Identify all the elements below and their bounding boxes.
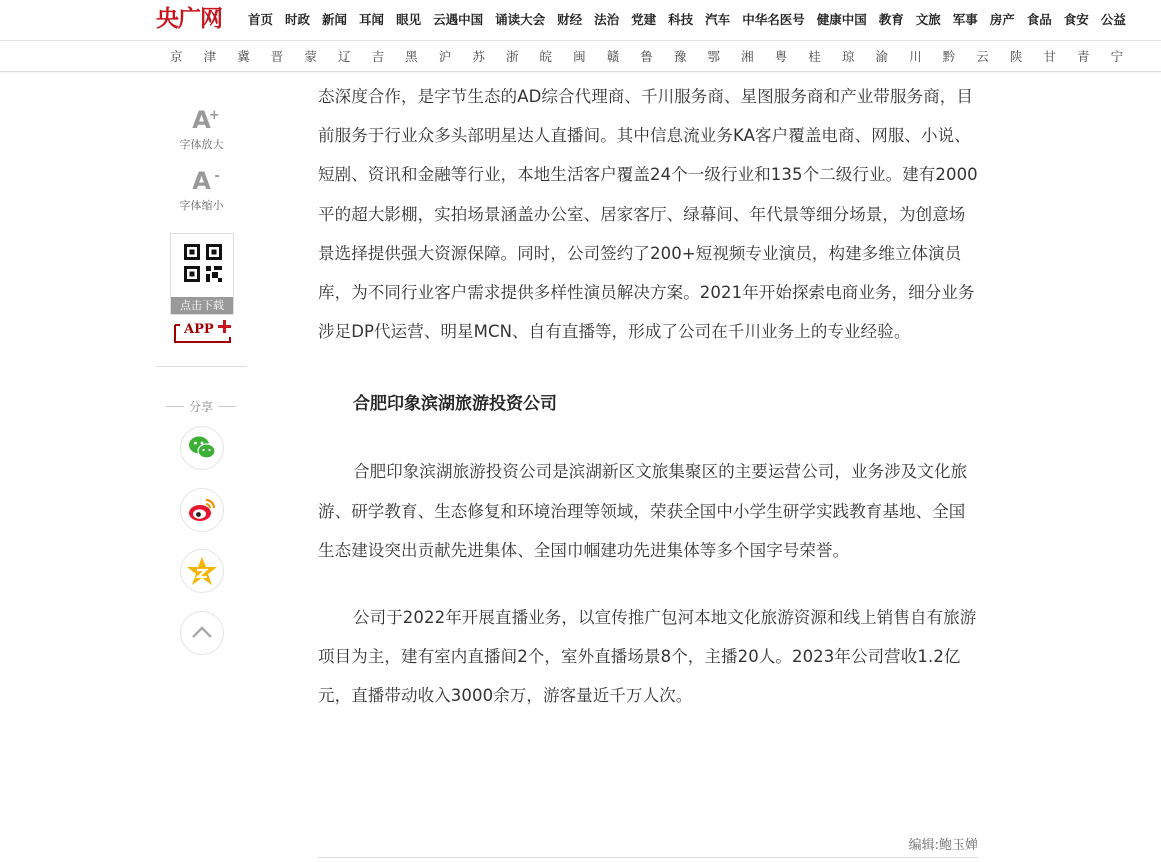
nav-link[interactable]: 时政 — [285, 12, 311, 27]
nav-link[interactable]: 食安 — [1063, 12, 1089, 27]
article-divider — [318, 857, 978, 858]
nav-link[interactable]: 健康中国 — [816, 12, 867, 27]
province-bar — [0, 41, 1161, 72]
nav-link[interactable]: 中华名医号 — [742, 12, 805, 27]
province-link[interactable]: 冀 — [237, 49, 250, 64]
qr-code-icon — [184, 244, 222, 284]
main-nav — [248, 12, 1138, 28]
province-link[interactable]: 沪 — [438, 49, 452, 64]
nav-link[interactable]: 食品 — [1026, 12, 1052, 27]
province-link[interactable]: 苏 — [472, 49, 485, 64]
province-link[interactable]: 黔 — [942, 49, 956, 64]
nav-link[interactable]: 诵读大会 — [495, 12, 546, 27]
province-link[interactable]: 甘 — [1043, 49, 1056, 64]
nav-link[interactable]: 眼见 — [396, 12, 422, 27]
back-to-top-button[interactable] — [180, 611, 224, 655]
nav-link[interactable]: 公益 — [1100, 12, 1126, 27]
app-label: APP — [184, 322, 214, 337]
province-link[interactable]: 宁 — [1110, 49, 1124, 64]
article-paragraph: 合肥印象滨湖旅游投资公司是滨湖新区文旅集聚区的主要运营公司，业务涉及文化旅游、研学教育、生态修复和环境治理等领域，荣获全国中小学生研学实践教育基地、全国生态建设突出贡献先进集体、全国巾帼建功先进集体等多个国字号荣誉。 — [318, 462, 968, 560]
province-link[interactable]: 皖 — [539, 49, 553, 64]
sidebar-divider — [156, 366, 247, 367]
nav-link[interactable]: 党建 — [631, 12, 657, 27]
province-link[interactable]: 闽 — [573, 49, 586, 64]
nav-link[interactable]: 汽车 — [705, 12, 731, 27]
nav-link[interactable]: 云遇中国 — [433, 12, 484, 27]
share-heading: 分享 — [166, 398, 236, 415]
nav-link[interactable]: 首页 — [248, 12, 274, 27]
font-increase-button[interactable] — [156, 108, 247, 152]
editor-credit: 编辑:鲍玉婵 — [908, 838, 978, 853]
province-link[interactable]: 京 — [170, 49, 183, 64]
nav-link[interactable]: 耳闻 — [359, 12, 385, 27]
top-nav-bar — [0, 0, 1161, 41]
font-decrease-label: 字体缩小 — [179, 199, 224, 212]
province-link[interactable]: 浙 — [505, 49, 519, 64]
province-link[interactable]: 鄂 — [707, 49, 721, 64]
province-link[interactable]: 粤 — [774, 49, 788, 64]
wechat-icon — [186, 432, 218, 464]
province-link[interactable]: 津 — [203, 49, 217, 64]
share-wechat-button[interactable] — [180, 426, 224, 470]
share-qzone-button[interactable] — [180, 549, 224, 593]
province-link[interactable]: 桂 — [808, 49, 821, 64]
site-logo[interactable]: 央广网 — [156, 5, 222, 32]
province-link[interactable]: 蒙 — [304, 49, 317, 64]
province-link[interactable]: 陕 — [1009, 49, 1023, 64]
qr-download-label: 点击下载 — [171, 297, 233, 314]
nav-link[interactable]: 教育 — [878, 12, 904, 27]
app-download-button[interactable] — [174, 320, 232, 344]
article-paragraph: 态深度合作，是字节生态的AD综合代理商、千川服务商、星图服务商和产业带服务商，目前服务于行业众多头部明星达人直播间。其中信息流业务KA客户覆盖电商、网服、小说、短剧、资讯和金融等行业，本地生活客户覆盖24个一级行业和135个二级行业。建有2000平的超大影棚，实拍场景涵盖办公室、居家客厅、绿幕间、年代景等细分场景，为创意场景选择提供强大资源保障。同时，公司签约了200+短视频专业演员，构建多维立体演员库，为不同行业客户需求提供多样性演员解决方案。2021年开始探索电商业务，细分业务涉足DP代运营、明星MCN、自有直播等，形成了公司在千川业务上的专业经验。 — [318, 87, 978, 342]
article-subheading: 合肥印象滨湖旅游投资公司 — [353, 394, 557, 415]
province-link[interactable]: 琼 — [841, 49, 855, 64]
qzone-icon — [186, 555, 218, 587]
province-link[interactable]: 晋 — [270, 49, 284, 64]
nav-link[interactable]: 法治 — [594, 12, 620, 27]
province-link[interactable]: 川 — [909, 49, 922, 64]
nav-link[interactable]: 房产 — [989, 12, 1015, 27]
font-increase-label: 字体放大 — [179, 138, 224, 151]
province-link[interactable]: 黑 — [405, 49, 418, 64]
province-link[interactable]: 赣 — [606, 49, 620, 64]
province-link[interactable]: 青 — [1077, 49, 1090, 64]
nav-link[interactable]: 新闻 — [322, 12, 348, 27]
weibo-icon — [186, 494, 218, 526]
province-link[interactable]: 渝 — [875, 49, 888, 64]
app-qr-code[interactable] — [170, 233, 234, 315]
share-weibo-button[interactable] — [180, 488, 224, 532]
nav-link[interactable]: 科技 — [668, 12, 694, 27]
province-link[interactable]: 辽 — [337, 49, 351, 64]
province-link[interactable]: 吉 — [371, 49, 385, 64]
province-link[interactable]: 云 — [976, 49, 989, 64]
font-increase-icon: A + — [192, 106, 220, 134]
province-link[interactable]: 豫 — [673, 49, 687, 64]
article-body — [318, 80, 978, 716]
nav-link[interactable]: 财经 — [557, 12, 583, 27]
article-paragraph: 公司于2022年开展直播业务，以宣传推广包河本地文化旅游资源和线上销售自有旅游项目为主，建有室内直播间2个，室外直播场景8个，主播20人。2023年公司营收1.2亿元，直播带动收入3000余万，游客量近千万人次。 — [318, 608, 977, 706]
province-nav — [170, 49, 1144, 65]
nav-link[interactable]: 文旅 — [915, 12, 941, 27]
chevron-up-icon — [186, 617, 218, 649]
font-decrease-button[interactable] — [156, 169, 247, 213]
province-link[interactable]: 湘 — [741, 49, 754, 64]
province-link[interactable]: 鲁 — [640, 49, 653, 64]
font-decrease-icon: A - — [192, 167, 220, 195]
nav-link[interactable]: 军事 — [952, 12, 978, 27]
